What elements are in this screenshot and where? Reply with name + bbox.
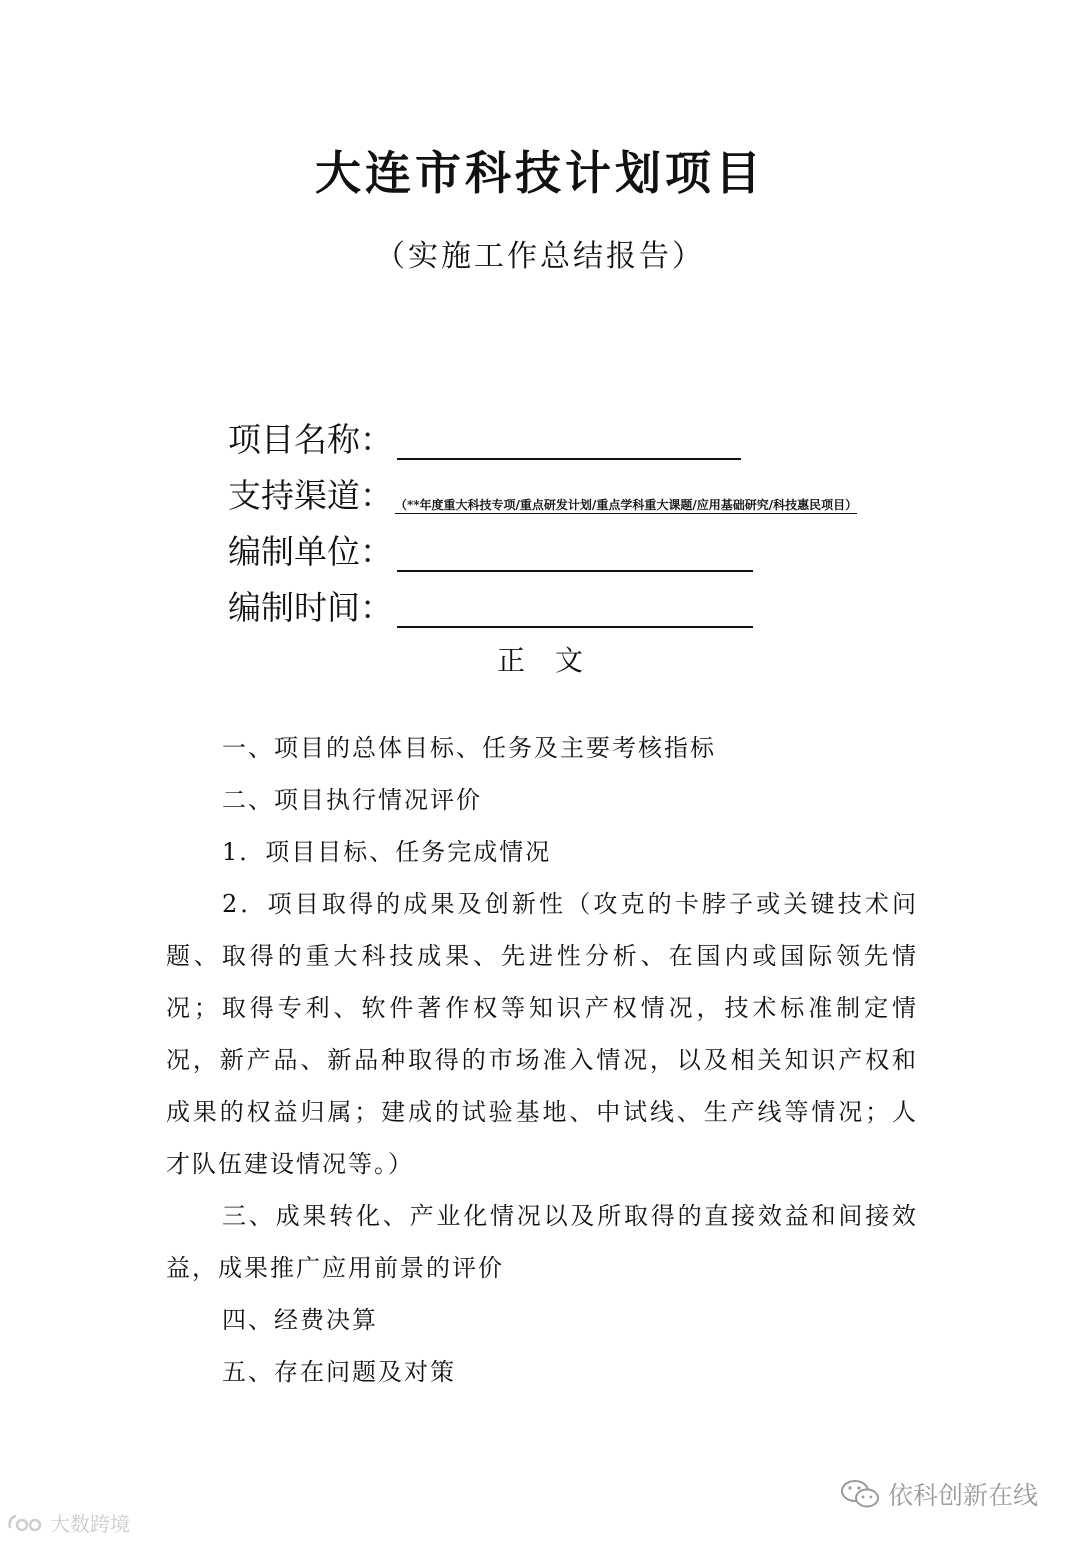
section-4-budget: 四、经费决算 [222, 1306, 378, 1334]
watermark-right [840, 1476, 1038, 1512]
project-name-field [228, 414, 741, 466]
section-2-1-completion: 1．项目目标、任务完成情况 [222, 838, 552, 866]
compiling-unit-field [228, 526, 753, 578]
body-heading [0, 638, 1080, 684]
section-2-2-achievements: 2．项目取得的成果及创新性（攻克的卡脖子或关键技术问题、取得的重大科技成果、先进性分析、在国内或国际领先情况；取得专利、软件著作权等知识产权情况，技术标准制定情况，新产品、新品种取得的市场准入情况，以及相关知识产权和成果的权益归属；建成的试验基地、中试线、生产线等情况；人才队伍建设情况等。） [166, 890, 918, 1178]
watermark-left-text: 大数跨境 [50, 1512, 130, 1536]
compiling-time-label: 编制时间： [228, 588, 393, 627]
project-name-blank [397, 420, 741, 460]
support-channel-note: （**年度重大科技专项/重点研发计划/重点学科重大课题/应用基础研究/科技惠民项目） [395, 498, 858, 512]
project-name-label: 项目名称： [228, 420, 393, 459]
wechat-icon [840, 1477, 880, 1511]
watermark-left [6, 1508, 130, 1537]
section-2-execution-evaluation: 二、项目执行情况评价 [222, 786, 482, 814]
section-1-overall-goals: 一、项目的总体目标、任务及主要考核指标 [222, 734, 716, 762]
body-heading-left: 正 [496, 644, 525, 677]
compiling-time-field [228, 582, 753, 634]
section-5-problems: 五、存在问题及对策 [222, 1358, 456, 1386]
section-3-commercialization: 三、成果转化、产业化情况以及所取得的直接效益和间接效益，成果推广应用前景的评价 [166, 1202, 918, 1282]
support-channel-field [228, 470, 857, 522]
compiling-unit-label: 编制单位： [228, 532, 393, 571]
body-heading-right: 文 [555, 644, 584, 677]
body-content [166, 722, 918, 1398]
document-title: 大连市科技计划项目 [315, 146, 765, 200]
compiling-time-blank [397, 588, 753, 628]
document-subtitle: （实施工作总结报告） [375, 239, 705, 274]
watermark-right-text: 依科创新在线 [888, 1481, 1039, 1510]
support-channel-label: 支持渠道： [228, 476, 393, 515]
compiling-unit-blank [397, 532, 753, 572]
dashuju-logo-icon [6, 1512, 44, 1534]
